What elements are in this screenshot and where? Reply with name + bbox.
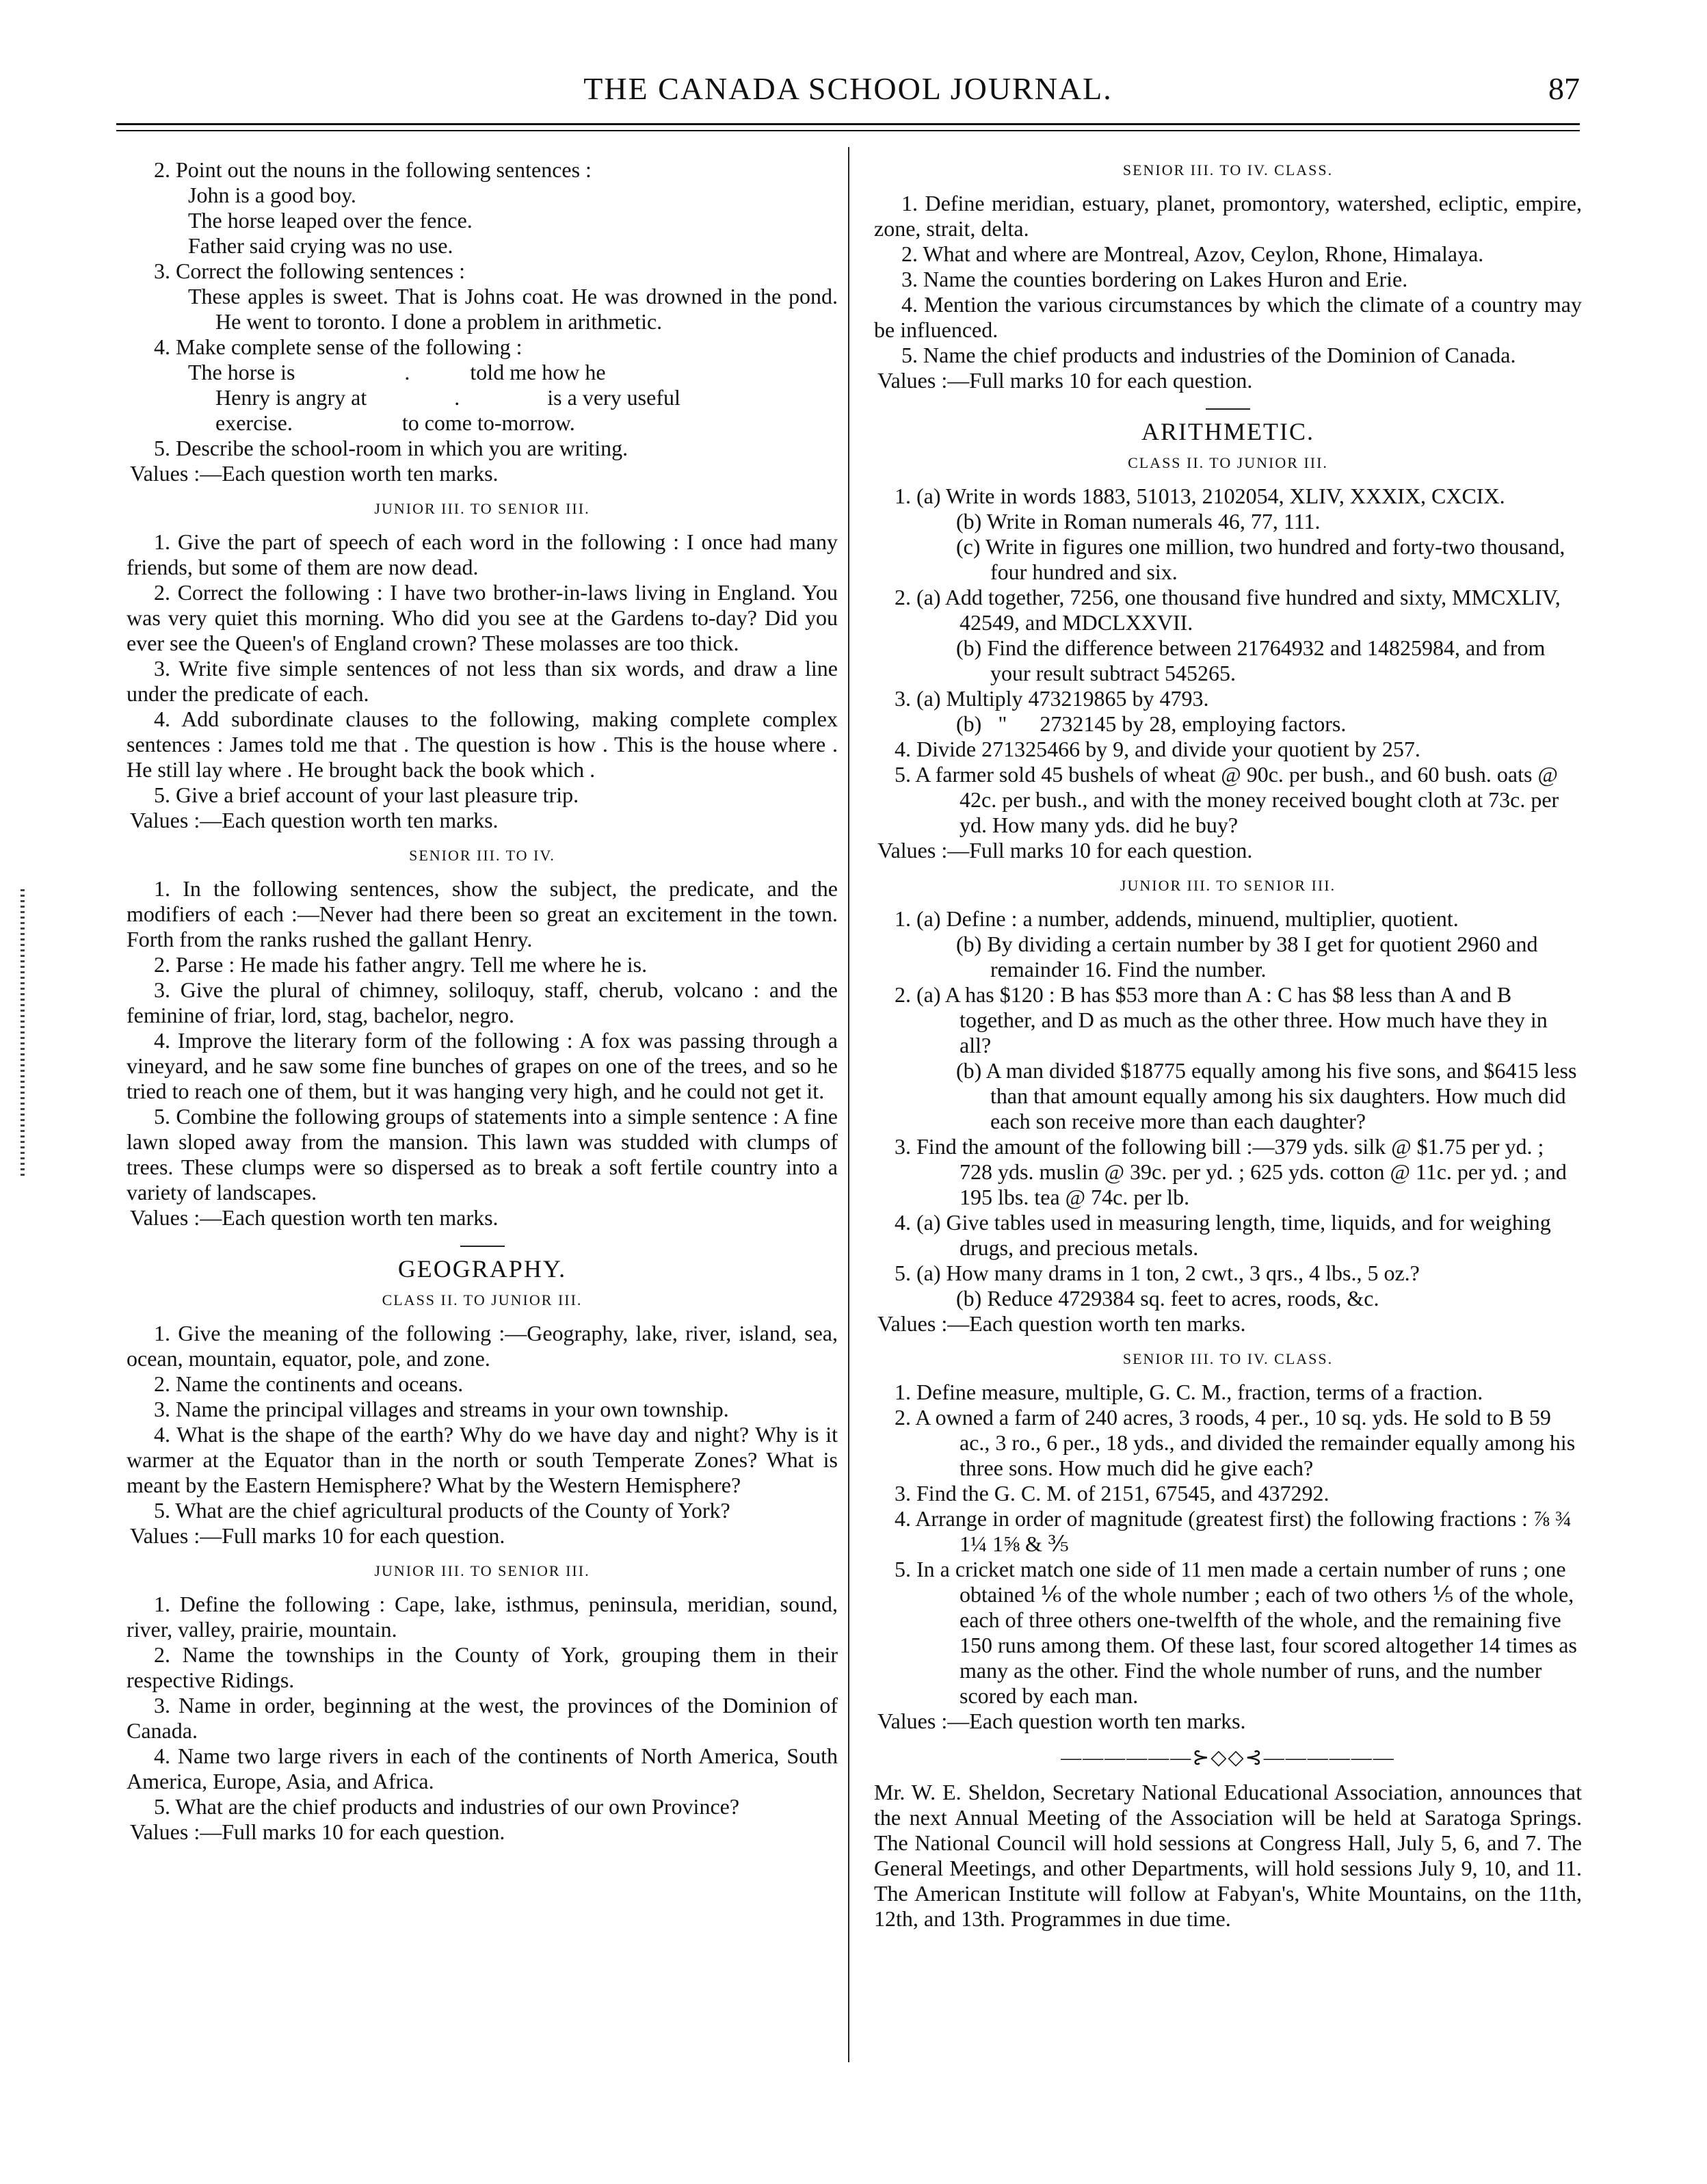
column-divider	[848, 147, 849, 2062]
section-title-geography: GEOGRAPHY.	[397, 1255, 567, 1282]
question: 2. (a) Add together, 7256, one thousand five hundred and sixty, MMCXLIV, 42549, and MDCLXXVII.	[895, 585, 1561, 635]
values-line: Values :—Full marks 10 for each question.	[877, 838, 1253, 863]
running-head	[116, 68, 1580, 116]
geography-junior-iii	[127, 1592, 838, 1845]
question: 2. Name the continents and oceans.	[154, 1371, 464, 1396]
question: 2. A owned a farm of 240 acres, 3 roods, 4 per., 10 sq. yds. He sold to B 59 ac., 3 ro., 6 per., 18 yds., and divided the remainder equally among his three sons. How much did he give each?	[895, 1405, 1576, 1480]
question: 4. Divide 271325466 by 9, and divide your quotient by 257.	[895, 737, 1420, 761]
sub-question: (b) A man divided $18775 equally among his five sons, and $6415 less than that amount equally among his six daughters. How much did each son receive more than each daughter?	[956, 1058, 1577, 1133]
question: 4. What is the shape of the earth? Why do we have day and night? Why is it warmer at the Equator than in the north or south Temperate Zones? What is meant by the Eastern Hemisphere? What by the Western Hemisphere?	[127, 1422, 838, 1497]
question: 4. Arrange in order of magnitude (greatest first) the following fractions : ⅞ ¾ 1¼ 1⅝ & ⅗	[895, 1506, 1572, 1556]
announcement-paragraph: Mr. W. E. Sheldon, Secretary National Educational Association, announces that the next Annual Meeting of the Association will be held at Saratoga Springs. The National Council will hold sessions at Congress Hall, July 5, 6, and 7. The General Meetings, and other Departments, will hold sessions July 9, 10, and 11. The American Institute will follow at Fabyan's, White Mountains, on the 11th, 12th, and 13th. Programmes in due time.	[874, 1780, 1582, 1931]
values-line: Values :—Full marks 10 for each question.	[130, 1819, 505, 1844]
question: 1. (a) Define : a number, addends, minuend, multiplier, quotient.	[895, 906, 1459, 931]
section-subheading: SENIOR III. TO IV. CLASS.	[1122, 161, 1334, 179]
question: 2. (a) A has $120 : B has $53 more than A : C has $8 less than A and B together, and D as much as the other three. How much have they in all?	[895, 982, 1548, 1057]
section-subheading: SENIOR III. TO IV. CLASS.	[1122, 1350, 1334, 1367]
geography-senior-iii	[874, 191, 1582, 393]
section-subheading: CLASS II. TO JUNIOR III.	[382, 1291, 583, 1308]
completion-line: Henry is angry at . is a very useful	[215, 385, 680, 410]
values-line: Values :—Each question worth ten marks.	[130, 808, 499, 832]
question: 5. In a cricket match one side of 11 men made a certain number of runs ; one obtained ⅙ of the whole number ; each of two others ⅕ of the whole, each of three others one-twelfth of the whole, and the remaining five 150 runs among them. Of these last, four scored altogether 14 times as many as the other. Find the whole number of runs, and the number scored by each man.	[895, 1557, 1577, 1708]
sub-question: (b) By dividing a certain number by 38 I get for quotient 2960 and remainder 16. Find the number.	[956, 932, 1538, 982]
completion-line: exercise. to come to-morrow.	[215, 410, 575, 435]
ornamental-divider: ——————⊱◇◇⊰——————	[1061, 1746, 1395, 1769]
example-sentence: John is a good boy.	[188, 183, 356, 207]
question: 2. Point out the nouns in the following sentences :	[154, 157, 592, 182]
arithmetic-junior-iii	[874, 906, 1582, 1337]
question: 5. Combine the following groups of statements into a simple sentence : A fine lawn sloped away from the mansion. This lawn was studded with clumps of trees. These clumps were so dispersed as to break a soft fertile country into a variety of landscapes.	[127, 1104, 838, 1205]
question: 1. In the following sentences, show the subject, the predicate, and the modifiers of each :—Never had there been so great an excitement in the town. Forth from the ranks rushed the gallant Henry.	[127, 876, 838, 951]
example-sentence: These apples is sweet. That is Johns coat. He was drowned in the pond. He went to toronto. I done a problem in arithmetic.	[188, 284, 838, 334]
section-subheading: CLASS II. TO JUNIOR III.	[1128, 454, 1328, 471]
values-line: Values :—Each question worth ten marks.	[130, 1205, 499, 1230]
values-line: Values :—Each question worth ten marks.	[877, 1311, 1246, 1336]
question: 5. What are the chief products and industries of our own Province?	[154, 1794, 740, 1819]
question: 5. (a) How many drams in 1 ton, 2 cwt., 3 qrs., 4 lbs., 5 oz.?	[895, 1261, 1420, 1285]
question: 1. Define meridian, estuary, planet, promontory, watershed, ecliptic, empire, zone, strait, delta.	[874, 191, 1582, 241]
question: 5. Describe the school-room in which you are writing.	[154, 436, 628, 460]
question: 2. What and where are Montreal, Azov, Ceylon, Rhone, Himalaya.	[901, 241, 1484, 266]
grammar-senior-iii-iv	[127, 876, 838, 1231]
example-sentence: Father said crying was no use.	[188, 233, 453, 258]
question: 5. Name the chief products and industries of the Dominion of Canada.	[901, 343, 1516, 367]
question: 3. Give the plural of chimney, soliloquy, staff, cherub, volcano : and the feminine of friar, lord, stag, bachelor, negro.	[127, 977, 838, 1027]
question: 4. Name two large rivers in each of the continents of North America, South America, Europe, Asia, and Africa.	[127, 1744, 838, 1793]
question: 4. Mention the various circumstances by which the climate of a country may be influenced.	[874, 292, 1582, 342]
question: 4. (a) Give tables used in measuring length, time, liquids, and for weighing drugs, and precious metals.	[895, 1210, 1551, 1260]
section-divider	[1206, 408, 1250, 410]
example-sentence: The horse leaped over the fence.	[188, 208, 473, 233]
sub-question: (b) " 2732145 by 28, employing factors.	[956, 711, 1347, 736]
values-line: Values :—Each question worth ten marks.	[130, 461, 499, 486]
question: 4. Make complete sense of the following :	[154, 334, 522, 359]
question: 2. Name the townships in the County of York, grouping them in their respective Ridings.	[127, 1642, 838, 1692]
question: 3. Find the G. C. M. of 2151, 67545, and 437292.	[895, 1481, 1329, 1505]
question: 1. Define the following : Cape, lake, isthmus, peninsula, meridian, sound, river, valley, prairie, mountain.	[127, 1592, 838, 1642]
question: 5. A farmer sold 45 bushels of wheat @ 90c. per bush., and 60 bush. oats @ 42c. per bush., and with the money received bought cloth at 73c. per yd. How many yds. did he buy?	[895, 762, 1559, 837]
question: 5. What are the chief agricultural products of the County of York?	[154, 1498, 730, 1523]
question: 3. Name the principal villages and streams in your own township.	[154, 1397, 729, 1421]
journal-title: THE CANADA SCHOOL JOURNAL.	[583, 71, 1113, 106]
header-rule-thick	[116, 123, 1580, 125]
grammar-continued	[127, 157, 838, 486]
section-subheading: JUNIOR III. TO SENIOR III.	[1120, 877, 1336, 894]
question: 1. Define measure, multiple, G. C. M., fraction, terms of a fraction.	[895, 1380, 1483, 1404]
question: 1. (a) Write in words 1883, 51013, 2102054, XLIV, XXXIX, CXCIX.	[895, 484, 1505, 508]
grammar-junior-iii-senior-iii	[127, 529, 838, 833]
right-column	[874, 157, 1582, 1932]
section-subheading: SENIOR III. TO IV.	[409, 847, 555, 864]
question: 2. Correct the following : I have two brother-in-laws living in England. You was very quiet this morning. Who did you see at the Gardens to-day? Did you ever see the Queen's of England crown? These molasses are too thick.	[127, 580, 838, 655]
left-column	[127, 157, 838, 1845]
geography-class-ii	[127, 1321, 838, 1549]
section-title-arithmetic: ARITHMETIC.	[1141, 418, 1314, 445]
sub-question: (b) Find the difference between 21764932 and 14825984, and from your result subtract 545265.	[956, 635, 1546, 685]
question: 3. Name the counties bordering on Lakes Huron and Erie.	[901, 267, 1408, 291]
section-subheading: JUNIOR III. TO SENIOR III.	[374, 500, 590, 517]
arithmetic-class-ii	[874, 484, 1582, 863]
question: 3. Write five simple sentences of not less than six words, and draw a line under the predicate of each.	[127, 656, 838, 706]
question: 1. Give the meaning of the following :—Geography, lake, river, island, sea, ocean, mountain, equator, pole, and zone.	[127, 1321, 838, 1371]
question: 5. Give a brief account of your last pleasure trip.	[154, 782, 579, 807]
question: 3. (a) Multiply 473219865 by 4793.	[895, 686, 1209, 711]
question: 2. Parse : He made his father angry. Tell me where he is.	[154, 952, 648, 977]
sub-question: (b) Write in Roman numerals 46, 77, 111.	[956, 509, 1321, 534]
values-line: Values :—Each question worth ten marks.	[877, 1709, 1246, 1733]
header-rule-thin	[116, 130, 1580, 131]
question: 4. Add subordinate clauses to the following, making complete complex sentences : James told me that . The question is how . This is the house where . He still lay where . He brought back the book which .	[127, 707, 838, 782]
section-subheading: JUNIOR III. TO SENIOR III.	[374, 1562, 590, 1579]
question: 3. Find the amount of the following bill :—379 yds. silk @ $1.75 per yd. ; 728 yds. muslin @ 39c. per yd. ; 625 yds. cotton @ 11c. per yd. ; and 195 lbs. tea @ 74c. per lb.	[895, 1134, 1567, 1209]
values-line: Values :—Full marks 10 for each question.	[130, 1523, 505, 1548]
question: 1. Give the part of speech of each word in the following : I once had many friends, but some of them are now dead.	[127, 529, 838, 579]
completion-line: The horse is . told me how he	[188, 360, 606, 384]
section-divider	[460, 1246, 505, 1247]
page-number: 87	[1548, 71, 1580, 106]
question: 3. Correct the following sentences :	[154, 259, 465, 283]
arithmetic-senior-iii	[874, 1380, 1582, 1734]
sub-question: (c) Write in figures one million, two hundred and forty-two thousand, four hundred and six.	[956, 534, 1565, 584]
question: 3. Name in order, beginning at the west, the provinces of the Dominion of Canada.	[127, 1693, 838, 1743]
values-line: Values :—Full marks 10 for each question.	[877, 368, 1253, 393]
margin-binding-mark	[21, 889, 25, 1176]
sub-question: (b) Reduce 4729384 sq. feet to acres, roods, &c.	[956, 1286, 1379, 1311]
question: 4. Improve the literary form of the following : A fox was passing through a vineyard, and he saw some fine bunches of grapes on one of the trees, and so he tried to reach one of them, but it was hanging very high, and he could not get it.	[127, 1028, 838, 1103]
